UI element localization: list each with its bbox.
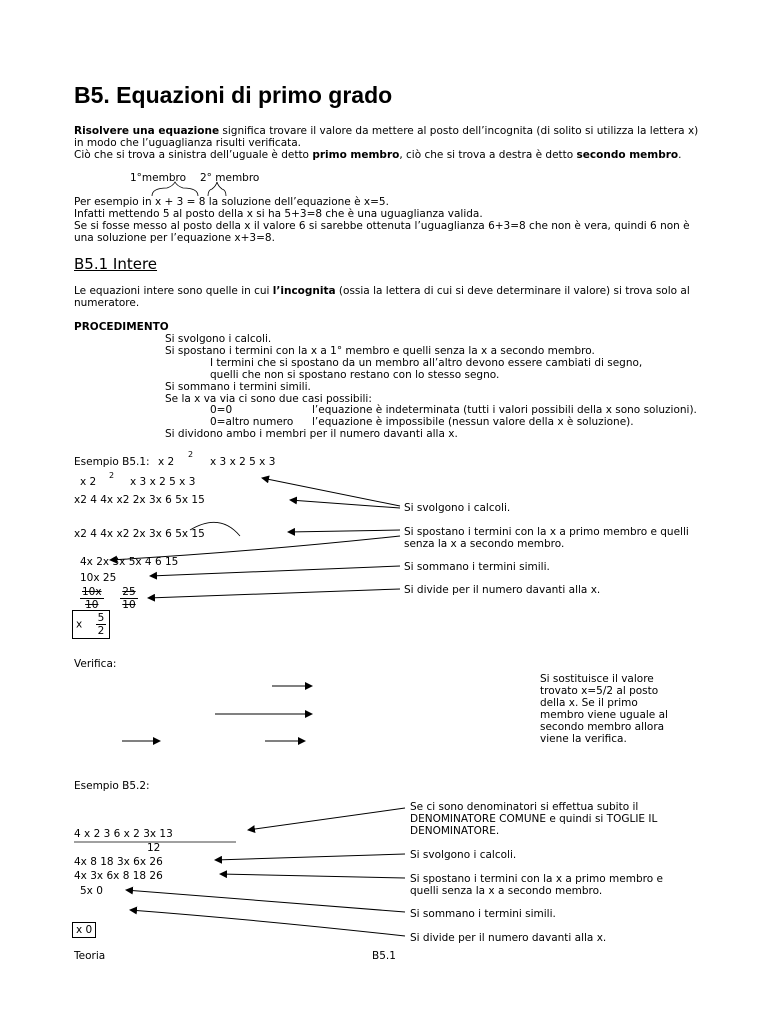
example2-note-2: Si svolgono i calcoli. — [410, 849, 517, 861]
step-1: Si svolgono i calcoli. — [165, 333, 272, 345]
brace-secondo — [208, 182, 226, 196]
step-3: Si sommano i termini simili. — [165, 381, 311, 393]
fraction-right-num: 25 — [122, 586, 136, 598]
footer-left: Teoria — [74, 950, 106, 962]
result-den: 2 — [97, 625, 105, 637]
example1-header-sup: 2 — [188, 450, 194, 459]
arrow-ex2-5 — [130, 910, 405, 936]
verifica-label: Verifica: — [74, 658, 117, 670]
step-5: Si dividono ambo i membri per il numero davanti alla x. — [165, 428, 458, 440]
example2-note-3: Si spostano i termini con la x a primo membro e quelli senza la x a secondo membro. — [410, 873, 663, 897]
example1-label: Esempio B5.1: — [74, 456, 150, 468]
example1-line1-rest: x 3 x 2 5 x 3 — [130, 476, 196, 488]
example2-note-4: Si sommano i termini simili. — [410, 908, 556, 920]
step-4: Se la x va via ci sono due casi possibili: — [165, 393, 372, 405]
example2-note-1: Se ci sono denominatori si effettua subito il DENOMINATORE COMUNE e quindi si TOGLIE IL DENOMINATORE. — [410, 801, 658, 837]
arrow-ex1-1b — [290, 500, 400, 508]
page-title: B5. Equazioni di primo grado — [74, 82, 393, 108]
case-zero-zero: 0=0 — [210, 404, 233, 416]
case-zero-other: 0=altro numero — [210, 416, 294, 428]
example2-label: Esempio B5.2: — [74, 780, 150, 792]
section-heading: B5.1 Intere — [74, 255, 158, 273]
example1-line1-sup: 2 — [109, 471, 115, 480]
arrow-ex1-4 — [148, 589, 400, 598]
intro-text2b: , ciò che si trova a destra è detto — [399, 149, 577, 161]
fraction-right-den: 10 — [122, 599, 136, 611]
arrow-ex1-2b — [110, 536, 400, 560]
arrow-ex1-2a — [288, 530, 400, 532]
intro-text2a: Ciò che si trova a sinistra dell’uguale è detto — [74, 149, 313, 161]
example-line2: Infatti mettendo 5 al posto della x si ha 5+3=8 che è una uguaglianza valida. — [74, 208, 483, 220]
example-equation: Per esempio in x + 3 = 8 — [74, 196, 206, 208]
arrow-ex1-1a — [262, 478, 400, 506]
example1-line4: 4x 2x 3x 5x 4 6 15 — [80, 556, 179, 568]
section-p1a: Le equazioni intere sono quelle in cui — [74, 285, 273, 297]
example2-result-box: x 0 — [72, 922, 96, 938]
arrow-ex2-2 — [215, 854, 405, 860]
example1-line5: 10x 25 — [80, 572, 117, 584]
example1-note-3: Si sommano i termini simili. — [404, 561, 550, 573]
example2-line3: 4 x 2 3 6 x 2 3x 13 — [74, 828, 173, 840]
example1-header-rest: x 3 x 2 5 x 3 — [210, 456, 276, 468]
case-indeterminata: l’equazione è indeterminata (tutti i valori possibili della x sono soluzioni). — [312, 404, 697, 416]
fraction-left-num: 10x — [82, 586, 102, 598]
arrow-ex1-3 — [150, 566, 400, 576]
swap-curve — [190, 522, 240, 536]
example2-line5: 4x 3x 6x 8 18 26 — [74, 870, 163, 882]
arrow-ex2-1 — [248, 808, 405, 830]
primo-membro-term: primo membro — [312, 149, 400, 161]
secondo-membro-term: secondo membro — [576, 149, 679, 161]
incognita-term: l’incognita — [272, 285, 336, 297]
example2-line6: 5x 0 — [80, 885, 103, 897]
step-2-note-b: quelli che non si spostano restano con lo stesso segno. — [210, 369, 500, 381]
arrow-ex2-4 — [126, 890, 405, 912]
result-num: 5 — [97, 612, 105, 624]
section-p1b: (ossia la lettera di cui si deve determinare il valore) si trova solo al numeratore. — [74, 285, 690, 309]
example1-header-eq: x 2 — [158, 456, 175, 468]
example1-line3: x2 4 4x x2 2x 3x 6 5x 15 — [74, 528, 205, 540]
example1-line1: x 2 — [80, 476, 97, 488]
example2-denominator: 12 — [147, 842, 161, 854]
intro-bold-term: Risolvere una equazione — [74, 125, 220, 137]
label-secondo-membro: 2° membro — [200, 172, 260, 184]
intro-text2c: . — [678, 149, 682, 161]
example2-note-5: Si divide per il numero davanti alla x. — [410, 932, 607, 944]
footer-center: B5.1 — [372, 950, 396, 962]
result-var: x — [76, 618, 83, 631]
step-2-note-a: I termini che si spostano da un membro all’altro devono essere cambiati di segno, — [210, 357, 643, 369]
step-2: Si spostano i termini con la x a 1° membro e quelli senza la x a secondo membro. — [165, 345, 595, 357]
verifica-note: Si sostituisce il valore trovato x=5/2 al posto della x. Se il primo membro viene uguale al secondo membro allora viene la verifica. — [540, 673, 668, 745]
example-line3: Se si fosse messo al posto della x il valore 6 si sarebbe ottenuta l’uguaglianza 6+3=8 che non è vera, quindi 6 non è una soluzione per l’equazione x+3=8. — [74, 220, 690, 244]
arrow-ex2-3 — [220, 874, 405, 878]
procedimento-label: PROCEDIMENTO — [74, 321, 169, 333]
brace-primo — [152, 182, 198, 196]
example1-line2: x2 4 4x x2 2x 3x 6 5x 15 — [74, 494, 205, 506]
label-primo-membro: 1°membro — [130, 172, 187, 184]
example1-note-1: Si svolgono i calcoli. — [404, 502, 511, 514]
example-solution: la soluzione dell’equazione è x=5. — [205, 196, 389, 208]
intro-text: significa trovare il valore da mettere al posto dell’incognita (di solito si utilizza la lettera x) in modo che l’uguaglianza risulti verificata. — [74, 125, 699, 149]
case-impossibile: l’equazione è impossibile (nessun valore della x è soluzione). — [312, 416, 634, 428]
fraction-left-den: 10 — [85, 599, 99, 611]
example2-line4: 4x 8 18 3x 6x 26 — [74, 856, 163, 868]
example1-note-4: Si divide per il numero davanti alla x. — [404, 584, 601, 596]
example1-note-2: Si spostano i termini con la x a primo membro e quelli senza la x a secondo membro. — [404, 526, 689, 550]
